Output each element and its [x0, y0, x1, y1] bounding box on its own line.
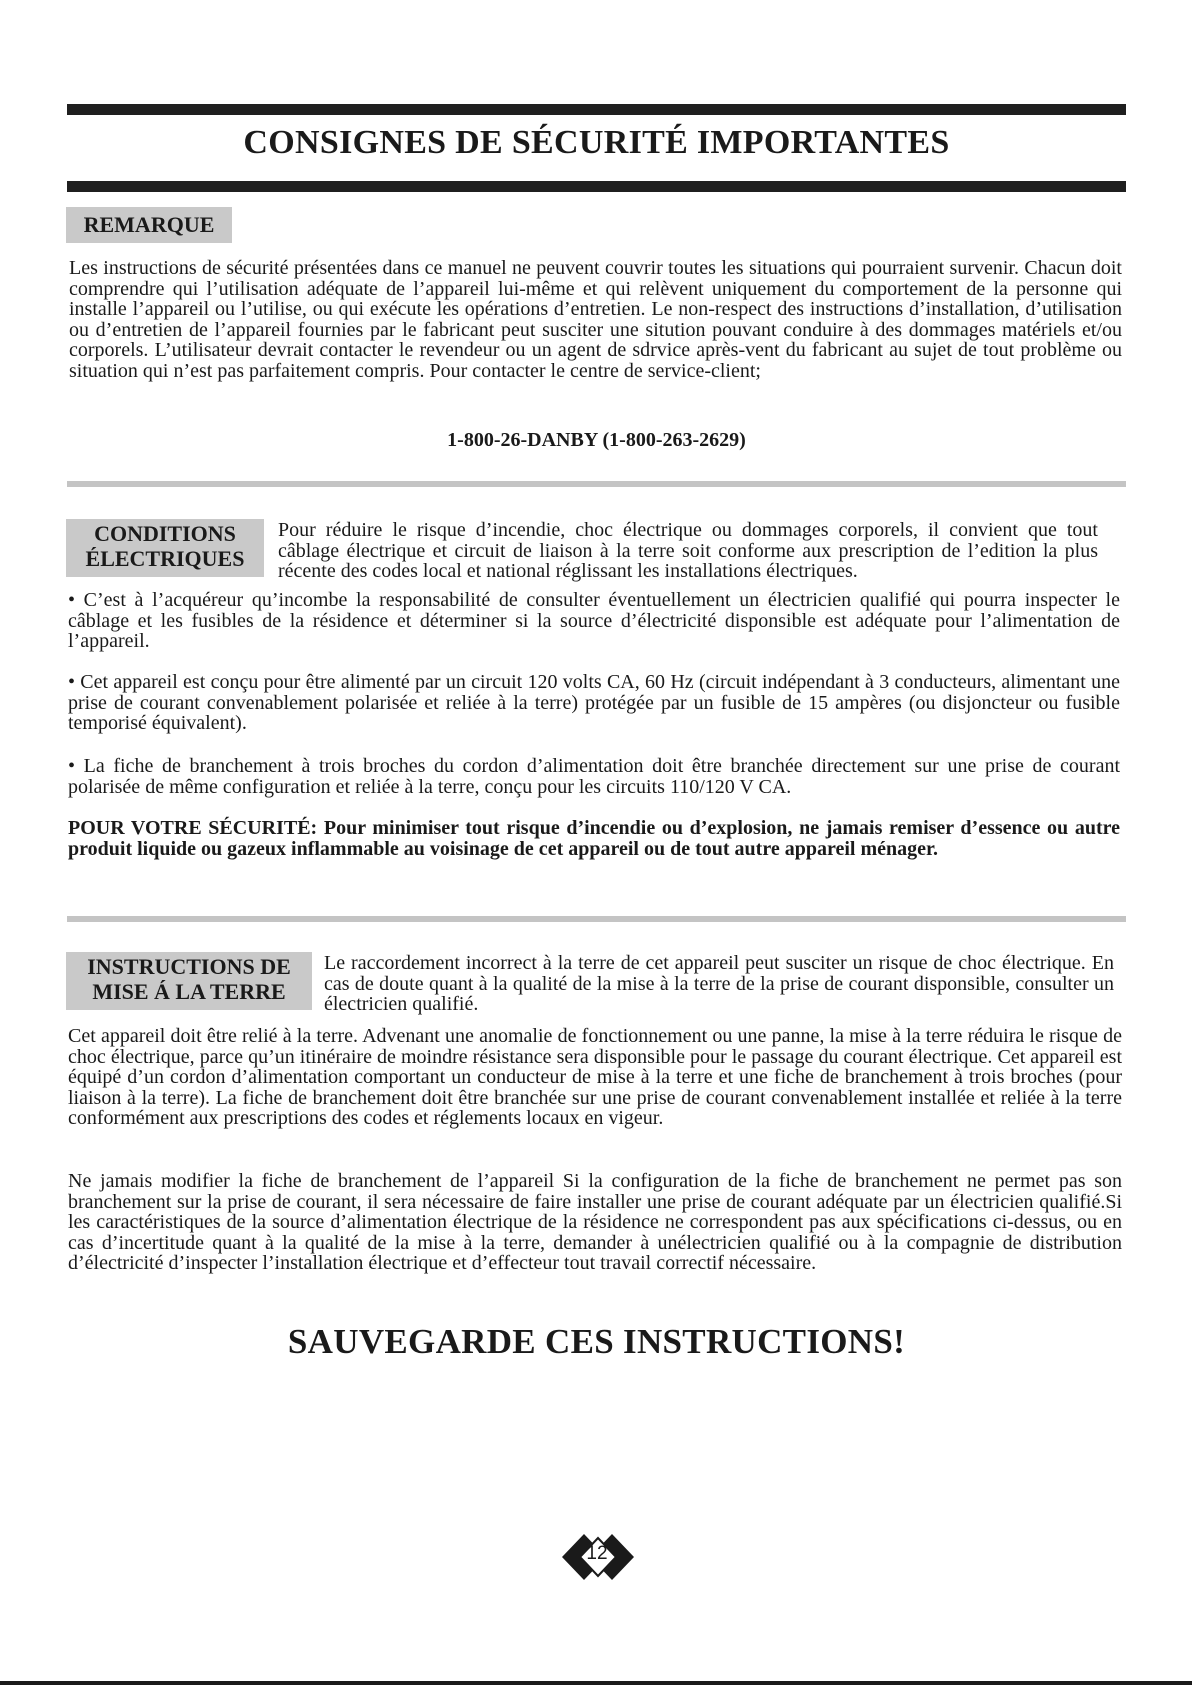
save-instructions-title: SAUVEGARDE CES INSTRUCTIONS! [287, 1322, 906, 1361]
header-top-rule [67, 104, 1126, 115]
grounding-label [66, 952, 312, 1010]
grounding-intro: Le raccordement incorrect à la terre de cet appareil peut susciter un risque de choc électrique. En cas de doute quant à la qualité de la mise à la terre de la prise de courant disponsible, consulter un électricien qualifié. [324, 952, 1114, 1016]
grounding-label-line2: MISE Á LA TERRE [92, 979, 286, 1004]
section-divider-2 [67, 916, 1126, 922]
grounding-paragraph-2: Ne jamais modifier la fiche de branchement de l’appareil Si la configuration de la fiche de branchement ne permet pas son branchement sur la prise de courant, il sera nécessaire de faire installer une prise de courant adéquate par un électricien qualifié.Si les caractéristiques de la source d’alimentation électrique de la résidence ne correspondent pas aux spécifications ci-dessus, ou en cas d’incertitude quant à la qualité de la mise à la terre, demander à unélectricien qualifié ou à la compagnie de distribution d’électricité d’inspecter l’installation électrique et d’effecteur tout travail correctif nécessaire. [68, 1170, 1122, 1275]
page-number: 12 [586, 1543, 608, 1564]
bottom-edge-line [0, 1681, 1192, 1685]
electrical-label [66, 519, 264, 577]
header-bottom-rule [67, 181, 1126, 192]
phone-number: 1-800-26-DANBY (1-800-263-2629) [447, 429, 746, 451]
electrical-bullet-2: • Cet appareil est conçu pour être alimenté par un circuit 120 volts CA, 60 Hz (circuit indépendant à 3 conducteurs, alimentant une prise de courant convenablement polarisée et reliée à la terre) protégée par un fusible de 15 ampères (ou disjoncteur ou fusible temporisé équivalent). [68, 671, 1120, 735]
grounding-paragraph-1: Cet appareil doit être relié à la terre. Advenant une anomalie de fonctionnement ou une panne, la mise à la terre réduira le risque de choc électrique, parce qu’un itinéraire de moindre résistance sera disponsible pour le passage du courant électrique. Cet appareil est équipé d’un cordon d’alimentation comportant un conducteur de mise à la terre et une fiche de branchement à trois broches (pour liaison à la terre). La fiche de branchement doit être branchée sur une prise de courant convenablement installée et reliée à la terre conformément aux prescriptions des codes et réglements locaux en vigeur. [68, 1025, 1122, 1130]
section-divider-1 [67, 481, 1126, 487]
grounding-label-line1: INSTRUCTIONS DE [87, 954, 291, 979]
electrical-label-line2: ÉLECTRIQUES [85, 546, 245, 571]
remarque-text: Les instructions de sécurité présentées dans ce manuel ne peuvent couvrir toutes les situations qui pourraient survenir. Chacun doit comprendre qui l’utilisation adéquate de l’appareil lui-même et qui relèvent uniquement du comportement de la personne qui installe l’appareil ou l’utilise, ou qui exécute les opérations d’entretien. Le non-respect des instructions d’installation, d’utilisation ou d’entretien de l’appareil fournies par le fabricant peut susciter une sitution pouvant conduire à des dommages matériels et/ou corporels. L’utilisateur devrait contacter le revendeur ou un agent de sdrvice après-vent du fabricant au sujet de tout problème ou situation qui n’est pas parfaitement compris. Pour contacter le centre de service-client; [69, 257, 1122, 382]
electrical-label-line1: CONDITIONS [94, 521, 236, 546]
remarque-label: REMARQUE [66, 207, 232, 243]
safety-warning: POUR VOTRE SÉCURITÉ: Pour minimiser tout risque d’incendie ou d’explosion, ne jamais remiser d’essence ou autre produit liquide ou gazeux inflammable au voisinage de cet appareil ou de tout autre appareil ménager. [68, 817, 1120, 860]
electrical-intro: Pour réduire le risque d’incendie, choc électrique ou dommages corporels, il convient que tout câblage électrique et circuit de liaison à la terre soit conforme aux prescription de l’edition la plus récente des codes local et national réglissant les installations électriques. [278, 519, 1098, 583]
page-title: CONSIGNES DE SÉCURITÉ IMPORTANTES [243, 124, 950, 161]
electrical-bullet-3: • La fiche de branchement à trois broches du cordon d’alimentation doit être branchée directement sur une prise de courant polarisée de même configuration et reliée à la terre, conçu pour les circuits 110/120 V CA. [68, 755, 1120, 798]
electrical-bullet-1: • C’est à l’acquéreur qu’incombe la responsabilité de consulter éventuellement un électricien qualifié qui pourra inspecter le câblage et les fusibles de la résidence et déterminer si la source d’électricité disponsible est adéquate pour l’alimentation de l’appareil. [68, 589, 1120, 653]
